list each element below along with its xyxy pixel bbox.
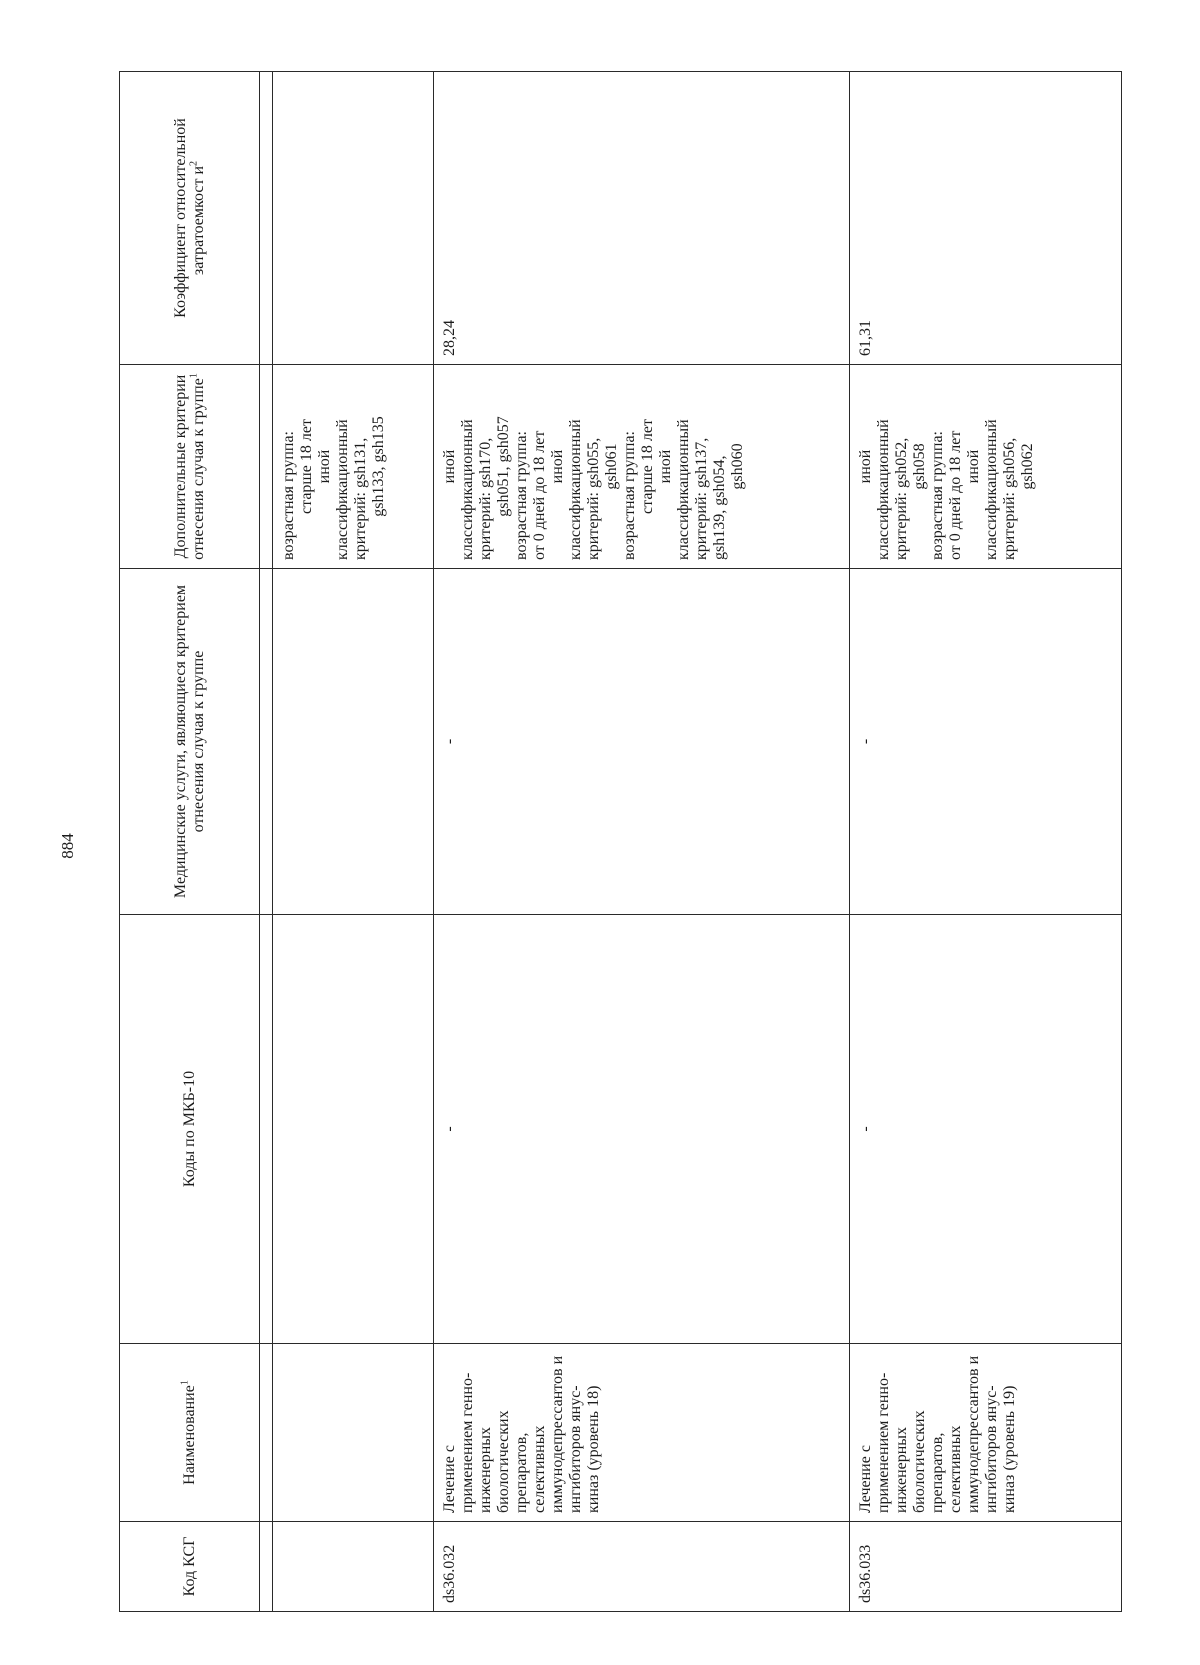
- criteria-line: старше 18 лет: [639, 419, 656, 514]
- criteria-line: иной: [965, 449, 982, 484]
- cell-code: ds36.032: [434, 1522, 850, 1612]
- table-row: [434, 72, 850, 1612]
- cell-criteria: [850, 365, 1122, 569]
- header-name: Наименование$^1$: [120, 1344, 260, 1522]
- cell-coef: 61,31: [850, 72, 1122, 365]
- cell-services: -: [850, 569, 1122, 915]
- criteria-line: возрастная группа:: [513, 430, 530, 560]
- page-number: 884: [58, 833, 77, 859]
- cell-services: [273, 569, 434, 915]
- cell-mkb: [273, 915, 434, 1344]
- header-mkb: Коды по МКБ-10: [120, 915, 260, 1344]
- cell-coef: [273, 72, 434, 365]
- criteria-line: иной: [857, 449, 874, 484]
- cell-mkb: -: [850, 915, 1122, 1344]
- cell-code: ds36.033: [850, 1522, 1122, 1612]
- criteria-line: gsh133, gsh135: [370, 416, 387, 517]
- rotated-table-sheet: [119, 72, 1121, 1612]
- criteria-line: критерий: gsh055,: [585, 437, 602, 560]
- criteria-line: классификационный: [983, 419, 1000, 560]
- criteria-line: иной: [657, 449, 674, 484]
- cell-name: [273, 1344, 434, 1522]
- criteria-line: критерий: gsh170,: [477, 437, 494, 560]
- criteria-line: иной: [441, 449, 458, 484]
- criteria-line: критерий: gsh052,: [893, 437, 910, 560]
- header-services: Медицинские услуги, являющиеся критерием отнесения случая к группе: [120, 569, 260, 915]
- header-criteria: Дополнительные критерии отнесения случая к группе$^1$: [120, 365, 260, 569]
- criteria-line: gsh062: [1019, 443, 1036, 490]
- criteria-line: критерий: gsh056,: [1001, 437, 1018, 560]
- criteria-line: от 0 дней до 18 лет: [947, 430, 964, 560]
- header-coef: Коэффициент относительной затратоемкост $и^2$: [120, 72, 260, 365]
- criteria-line: возрастная группа:: [280, 430, 297, 560]
- ksg-table: [119, 71, 1122, 1612]
- header-code: Код КСГ: [120, 1522, 260, 1612]
- criteria-line: gsh139, gsh054,: [711, 455, 728, 560]
- criteria-line: классификационный: [334, 419, 351, 560]
- criteria-line: классификационный: [567, 419, 584, 560]
- cell-criteria: [273, 365, 434, 569]
- cell-criteria: [434, 365, 850, 569]
- criteria-line: gsh060: [729, 443, 746, 490]
- table-row: [273, 72, 434, 1612]
- cell-name: Лечение с применением генно-инженерных биологических препаратов, селективных иммунодепрессантов и ингибиторов янус-киназ (уровень 18): [434, 1344, 850, 1522]
- criteria-line: критерий: gsh131,: [352, 437, 369, 560]
- criteria-line: gsh058: [911, 443, 928, 490]
- cell-coef: 28,24: [434, 72, 850, 365]
- criteria-line: классификационный: [875, 419, 892, 560]
- cell-services: -: [434, 569, 850, 915]
- criteria-line: старше 18 лет: [298, 419, 315, 514]
- cell-mkb: -: [434, 915, 850, 1344]
- criteria-line: от 0 дней до 18 лет: [531, 430, 548, 560]
- criteria-line: классификационный: [675, 419, 692, 560]
- cell-name: Лечение с применением генно-инженерных биологических препаратов, селективных иммунодепрессантов и ингибиторов янус-киназ (уровень 19): [850, 1344, 1122, 1522]
- header-row: [120, 72, 260, 1612]
- spacer-row: [260, 72, 273, 1612]
- criteria-line: классификационный: [459, 419, 476, 560]
- table-row: [850, 72, 1122, 1612]
- criteria-line: gsh061: [603, 443, 620, 490]
- cell-code: [273, 1522, 434, 1612]
- criteria-line: иной: [316, 449, 333, 484]
- criteria-line: gsh051, gsh057: [495, 416, 512, 517]
- criteria-line: критерий: gsh137,: [693, 437, 710, 560]
- criteria-line: возрастная группа:: [621, 430, 638, 560]
- criteria-line: возрастная группа:: [929, 430, 946, 560]
- criteria-line: иной: [549, 449, 566, 484]
